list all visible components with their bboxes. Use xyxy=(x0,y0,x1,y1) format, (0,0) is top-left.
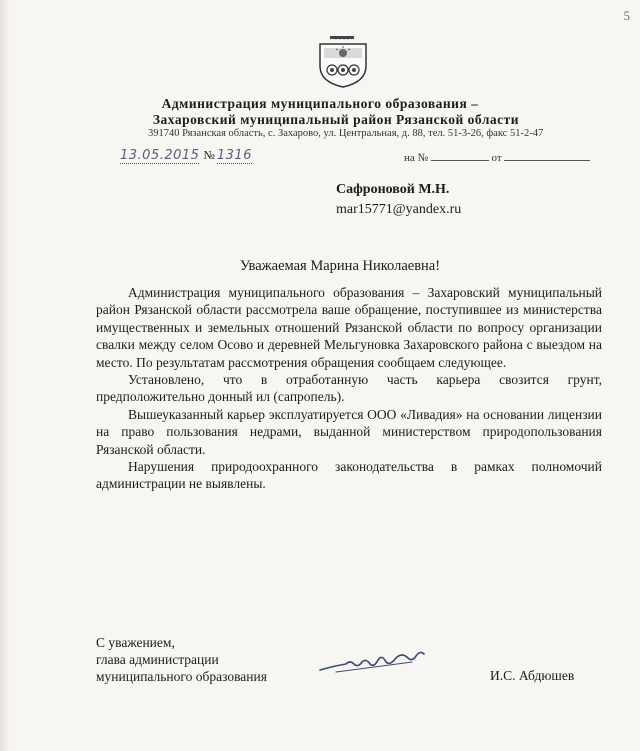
outgoing-number-sign: № xyxy=(203,148,215,162)
body-paragraph-1: Администрация муниципального образования – Захаровский муниципальный район Рязанской области рассмотрела ваше обращение, поступившее из министерства имущественных и земельных отношений Рязанской области по вопросу организации свалки между селом Осово и деревней Мельгуновка Захаровского района с выездом на место. По результатам рассмотрения обращения сообщаем следующее. xyxy=(96,285,602,370)
org-address: 391740 Рязанская область, с. Захарово, ул. Центральная, д. 88, тел. 51-3-26, факс 51-2-47 xyxy=(148,128,544,139)
corner-mark: 5 xyxy=(623,8,630,23)
outgoing-number: 1316 xyxy=(216,148,252,163)
body-paragraph-4: Нарушения природоохранного законодательства в рамках полномочий администрации не выявлены. xyxy=(96,459,602,492)
closing-line3: муниципального образования xyxy=(96,669,267,684)
letter-body xyxy=(96,284,602,493)
paper-edge-shadow xyxy=(0,0,10,751)
recipient-email: mar15771@yandex.ru xyxy=(336,202,462,217)
body-paragraph-3: Вышеуказанный карьер эксплуатируется ООО «Ливадия» на основании лицензии на право пользования недрами, выданной министерством природопользования Рязанской области. xyxy=(96,406,602,457)
outgoing-date: 13.05.2015 xyxy=(120,148,200,163)
reply-reference xyxy=(404,150,590,164)
closing-line1: С уважением, xyxy=(96,635,175,650)
signature-icon xyxy=(316,640,436,680)
outgoing-reference xyxy=(120,148,252,163)
org-title-line2: Захаровский муниципальный район Рязанской области xyxy=(152,112,520,127)
org-title-line1: Администрация муниципального образования – xyxy=(161,96,479,111)
body-paragraph-2: Установлено, что в отработанную часть карьера свозится грунт, предположительно донный ил (сапропель). xyxy=(96,372,602,405)
reply-date-label: от xyxy=(491,152,502,164)
closing-line2: глава администрации xyxy=(96,652,219,667)
recipient-name: Сафроновой М.Н. xyxy=(336,182,450,197)
coat-of-arms-icon xyxy=(318,36,368,88)
reply-number-blank xyxy=(431,150,489,161)
reply-date-blank xyxy=(504,150,590,161)
closing-block xyxy=(96,634,267,685)
salutation: Уважаемая Марина Николаевна! xyxy=(239,258,441,274)
signer-name: И.С. Абдюшев xyxy=(490,668,575,683)
reply-number-label: на № xyxy=(404,152,429,164)
